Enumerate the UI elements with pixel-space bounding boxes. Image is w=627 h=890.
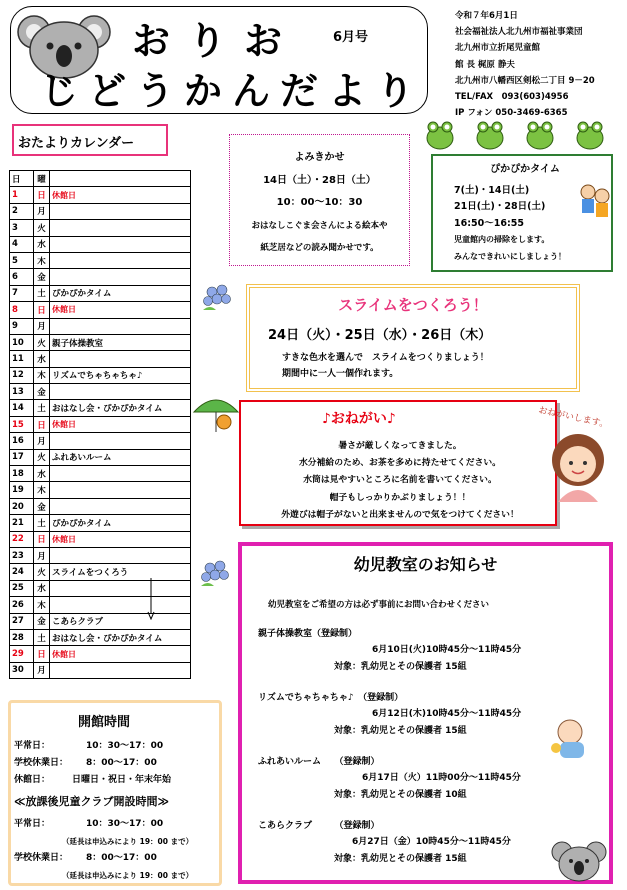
- calendar-day: 14: [10, 400, 34, 416]
- calendar-row: [10, 334, 191, 350]
- hydrangea-icon: [198, 280, 238, 316]
- calendar-event: リズムでちゃちゃちゃ♪: [50, 367, 191, 383]
- club-title: ≪放課後児童クラブ開設時間≫: [14, 795, 170, 808]
- calendar-dow: 火: [34, 564, 50, 580]
- calendar-dow: 日: [34, 187, 50, 203]
- reading-dates: 14日（土）・28日（土）: [263, 174, 376, 186]
- calendar-day: 6: [10, 269, 34, 285]
- calendar-event: [50, 318, 191, 334]
- closed-text: 日曜日・祝日・年末年始: [72, 775, 172, 785]
- org-date: 令和７年6月1日: [455, 11, 518, 21]
- hydrangea-icon: [196, 556, 236, 592]
- calendar-dow: 月: [34, 547, 50, 563]
- calendar-row: [10, 252, 191, 268]
- calendar-row: [10, 580, 191, 596]
- calendar-dow: 火: [34, 449, 50, 465]
- calendar-dow: 月: [34, 662, 50, 678]
- calendar-dow: 土: [34, 629, 50, 645]
- infant-class-target: 対象：乳幼児とその保護者 15組: [334, 853, 467, 864]
- infant-class-name: リズムでちゃちゃちゃ♪ （登録制）: [258, 693, 404, 703]
- calendar-row: [10, 662, 191, 678]
- calendar-day: 23: [10, 547, 34, 563]
- pika-desc1: 児童館内の掃除をします。: [454, 235, 550, 244]
- hours-section: [14, 738, 219, 884]
- calendar-row: [10, 613, 191, 629]
- calendar-day: 21: [10, 515, 34, 531]
- calendar-event: [50, 236, 191, 252]
- issue-label: 6月号: [333, 30, 369, 45]
- calendar-event: [50, 269, 191, 285]
- calendar-row: [10, 302, 191, 318]
- calendar-day: 3: [10, 220, 34, 236]
- club-holiday-time: 8：00～17：00: [86, 853, 157, 863]
- calendar-dow: 木: [34, 252, 50, 268]
- calendar-dow: 金: [34, 384, 50, 400]
- newsletter-title-line2: じどうかんだより: [40, 69, 425, 113]
- calendar-event: 休館日: [50, 646, 191, 662]
- calendar-dow: 月: [34, 433, 50, 449]
- calendar-event: [50, 466, 191, 482]
- slime-desc1: すきな色水を選んで スライムをつくりましょう！: [282, 353, 489, 363]
- calendar-row: [10, 318, 191, 334]
- club-weekday-label: 平常日：: [14, 819, 51, 829]
- calendar-event: 休館日: [50, 187, 191, 203]
- club-weekday-note: （延長は申込みにより 19：00 まで）: [62, 837, 194, 846]
- calendar-day: 28: [10, 629, 34, 645]
- reading-desc2: 紙芝居などの読み聞かせです。: [260, 242, 379, 253]
- calendar-day: 22: [10, 531, 34, 547]
- calendar-title: おたよりカレンダー: [18, 136, 135, 151]
- request-line: 外遊びは帽子がないと出来ませんので気をつけてください！: [281, 509, 519, 520]
- infant-class-date: 6月10日(火)10時45分～11時45分: [372, 645, 522, 656]
- request-line: 暑さが厳しくなってきました。: [338, 441, 462, 451]
- calendar-row: [10, 449, 191, 465]
- school-holiday-time: 8：00～17：00: [86, 758, 157, 768]
- calendar-dow: 金: [34, 269, 50, 285]
- club-holiday-note: （延長は申込みにより 19：00 まで）: [62, 871, 194, 880]
- calendar-day: 27: [10, 613, 34, 629]
- closed-label: 休館日：: [14, 775, 51, 785]
- request-line: 水分補給のため、お茶を多めに持たせてください。: [299, 458, 501, 469]
- calendar-day: 17: [10, 449, 34, 465]
- koala-icon: [550, 838, 608, 882]
- weekday-label: 平常日：: [14, 741, 51, 751]
- calendar-row: [10, 416, 191, 432]
- pika-dates1: 7(土)・14日(土): [454, 184, 530, 196]
- infant-class-name: こあらクラブ （登録制）: [258, 821, 380, 831]
- pika-dates2: 21日(土)・28日(土): [454, 201, 546, 212]
- club-holiday-label: 学校休業日：: [14, 853, 69, 863]
- calendar-event: おはなし会・ぴかぴかタイム: [50, 400, 191, 416]
- reading-title: よみきかせ: [294, 152, 345, 163]
- calendar-row: [10, 203, 191, 219]
- calendar-day: 8: [10, 302, 34, 318]
- calendar-event: スライムをつくろう: [50, 564, 191, 580]
- infant-class-date: 6月12日(木)10時45分～11時45分: [372, 709, 522, 720]
- calendar-dow: 日: [34, 531, 50, 547]
- org-director: 館 長 梶原 静夫: [455, 59, 515, 70]
- calendar-header-dow: 曜: [34, 171, 50, 187]
- club-weekday-time: 10：30～17：00: [86, 819, 164, 829]
- organization-info: [455, 8, 595, 121]
- calendar-event: こあらクラブ: [50, 613, 191, 629]
- calendar-event: おはなし会・ぴかぴかタイム: [50, 629, 191, 645]
- calendar-row: [10, 351, 191, 367]
- calendar-event: [50, 433, 191, 449]
- calendar-day: 7: [10, 285, 34, 301]
- calendar-dow: 火: [34, 220, 50, 236]
- org-corporation: 社会福祉法人北九州市福祉事業団: [455, 27, 583, 38]
- calendar-event: [50, 547, 191, 563]
- calendar-dow: 水: [34, 466, 50, 482]
- calendar-row: [10, 236, 191, 252]
- infant-class-item: [258, 626, 521, 675]
- calendar-day: 15: [10, 416, 34, 432]
- infant-class-item: [258, 818, 511, 867]
- infant-class-item: [258, 754, 521, 803]
- children-cleaning-icon: [578, 182, 612, 226]
- calendar-row: [10, 285, 191, 301]
- calendar-event: ふれあいルーム: [50, 449, 191, 465]
- calendar-day: 1: [10, 187, 34, 203]
- calendar-row: [10, 564, 191, 580]
- calendar-event: [50, 580, 191, 596]
- org-facility: 北九州市立折尾児童館: [455, 43, 541, 54]
- org-tel: TEL/FAX 093(603)4956: [455, 92, 569, 103]
- pika-title: ぴかぴかタイム: [490, 164, 560, 175]
- calendar-event: [50, 384, 191, 400]
- reading-section: [229, 147, 410, 259]
- calendar-day: 2: [10, 203, 34, 219]
- reading-time: 10：00～10：30: [276, 197, 363, 208]
- woman-icon: [546, 432, 610, 502]
- calendar-event: 休館日: [50, 302, 191, 318]
- calendar-dow: 月: [34, 203, 50, 219]
- calendar-event: [50, 662, 191, 678]
- calendar-dow: 日: [34, 416, 50, 432]
- calendar-dow: 金: [34, 498, 50, 514]
- baby-icon: [548, 716, 602, 766]
- calendar-event: [50, 252, 191, 268]
- calendar-row: [10, 187, 191, 203]
- infant-class-target: 対象：乳幼児とその保護者 15組: [334, 725, 467, 736]
- calendar-event: [50, 597, 191, 613]
- calendar-day: 11: [10, 351, 34, 367]
- org-address: 北九州市八幡西区剣松二丁目 9－20: [455, 75, 595, 86]
- calendar-event: ぴかぴかタイム: [50, 515, 191, 531]
- calendar-day: 20: [10, 498, 34, 514]
- calendar-day: 24: [10, 564, 34, 580]
- org-ipphone: IP フォン 050‐3469‐6365: [455, 108, 568, 119]
- calendar-dow: 土: [34, 515, 50, 531]
- request-text: [244, 438, 556, 524]
- slime-desc: [282, 350, 489, 382]
- slime-title: スライムをつくろう！: [338, 296, 488, 314]
- calendar-row: [10, 646, 191, 662]
- calendar-header-day: 日: [10, 171, 34, 187]
- infant-class-name: ふれあいルーム （登録制）: [258, 757, 380, 767]
- calendar-dow: 水: [34, 236, 50, 252]
- calendar-row: [10, 220, 191, 236]
- calendar-row: [10, 531, 191, 547]
- slime-dates: 24日（火）・25日（水）・26日（木）: [268, 328, 492, 343]
- calendar-dow: 水: [34, 580, 50, 596]
- calendar-row: [10, 384, 191, 400]
- infant-class-note: 幼児教室をご希望の方は必ず事前にお問い合わせください: [268, 600, 490, 610]
- calendar-event: [50, 220, 191, 236]
- infant-class-target: 対象：乳幼児とその保護者 10組: [334, 789, 467, 800]
- calendar-day: 30: [10, 662, 34, 678]
- arrow-down-icon: [147, 578, 155, 620]
- pika-time: 16:50～16:55: [454, 217, 524, 229]
- calendar-event: [50, 351, 191, 367]
- calendar-day: 9: [10, 318, 34, 334]
- calendar-event: [50, 482, 191, 498]
- request-line: 帽子もしっかりかぶりましょう！！: [329, 492, 471, 503]
- calendar-day: 18: [10, 466, 34, 482]
- calendar-dow: 土: [34, 400, 50, 416]
- calendar-dow: 月: [34, 318, 50, 334]
- request-title: ♪おねがい♪: [322, 411, 396, 427]
- calendar-dow: 木: [34, 597, 50, 613]
- calendar-dow: 水: [34, 351, 50, 367]
- newsletter-title-line1: おりお: [132, 19, 301, 63]
- calendar-table: [9, 170, 191, 679]
- hours-title: 開館時間: [78, 715, 131, 730]
- calendar-day: 12: [10, 367, 34, 383]
- calendar-row: [10, 629, 191, 645]
- calendar-row: [10, 367, 191, 383]
- calendar-dow: 日: [34, 646, 50, 662]
- calendar-row: [10, 269, 191, 285]
- weekday-time: 10：30～17：00: [86, 741, 164, 751]
- calendar-header-event: [50, 171, 191, 187]
- calendar-day: 26: [10, 597, 34, 613]
- calendar-day: 25: [10, 580, 34, 596]
- calendar-row: [10, 498, 191, 514]
- calendar-header-row: [10, 171, 191, 187]
- calendar-dow: 日: [34, 302, 50, 318]
- infant-class-target: 対象：乳幼児とその保護者 15組: [334, 661, 467, 672]
- calendar-event: [50, 498, 191, 514]
- frogs-illustration: [420, 118, 620, 152]
- calendar-event: ぴかぴかタイム: [50, 285, 191, 301]
- infant-class-date: 6月17日（火）11時00分～11時45分: [362, 773, 521, 784]
- calendar-event: 休館日: [50, 416, 191, 432]
- calendar-event: [50, 203, 191, 219]
- calendar-day: 29: [10, 646, 34, 662]
- infant-class-name: 親子体操教室（登録制）: [258, 629, 358, 639]
- calendar-day: 10: [10, 334, 34, 350]
- calendar-row: [10, 433, 191, 449]
- request-bubble: おねがいします。: [537, 405, 610, 431]
- calendar-dow: 土: [34, 285, 50, 301]
- calendar-row: [10, 482, 191, 498]
- infant-class-item: [258, 690, 521, 739]
- calendar-dow: 火: [34, 334, 50, 350]
- calendar-event: 親子体操教室: [50, 334, 191, 350]
- calendar-day: 19: [10, 482, 34, 498]
- calendar-day: 4: [10, 236, 34, 252]
- calendar-row: [10, 597, 191, 613]
- calendar-row: [10, 547, 191, 563]
- calendar-row: [10, 466, 191, 482]
- infant-class-title: 幼児教室のお知らせ: [353, 555, 498, 574]
- calendar-row: [10, 515, 191, 531]
- reading-desc1: おはなしこぐま会さんによる絵本や: [251, 220, 388, 231]
- school-holiday-label: 学校休業日：: [14, 758, 69, 768]
- umbrella-icon: [190, 392, 242, 436]
- request-line: 水筒は見やすいところに名前を書いてください。: [303, 475, 497, 486]
- calendar-day: 5: [10, 252, 34, 268]
- slime-desc2: 期間中に一人一個作れます。: [282, 369, 399, 379]
- calendar-day: 16: [10, 433, 34, 449]
- infant-class-date: 6月27日（金）10時45分～11時45分: [352, 837, 511, 848]
- calendar-row: [10, 400, 191, 416]
- calendar-dow: 木: [34, 367, 50, 383]
- calendar-dow: 木: [34, 482, 50, 498]
- calendar-event: 休館日: [50, 531, 191, 547]
- calendar-dow: 金: [34, 613, 50, 629]
- pika-desc2: みんなできれいにしましょう！: [454, 251, 566, 261]
- calendar-day: 13: [10, 384, 34, 400]
